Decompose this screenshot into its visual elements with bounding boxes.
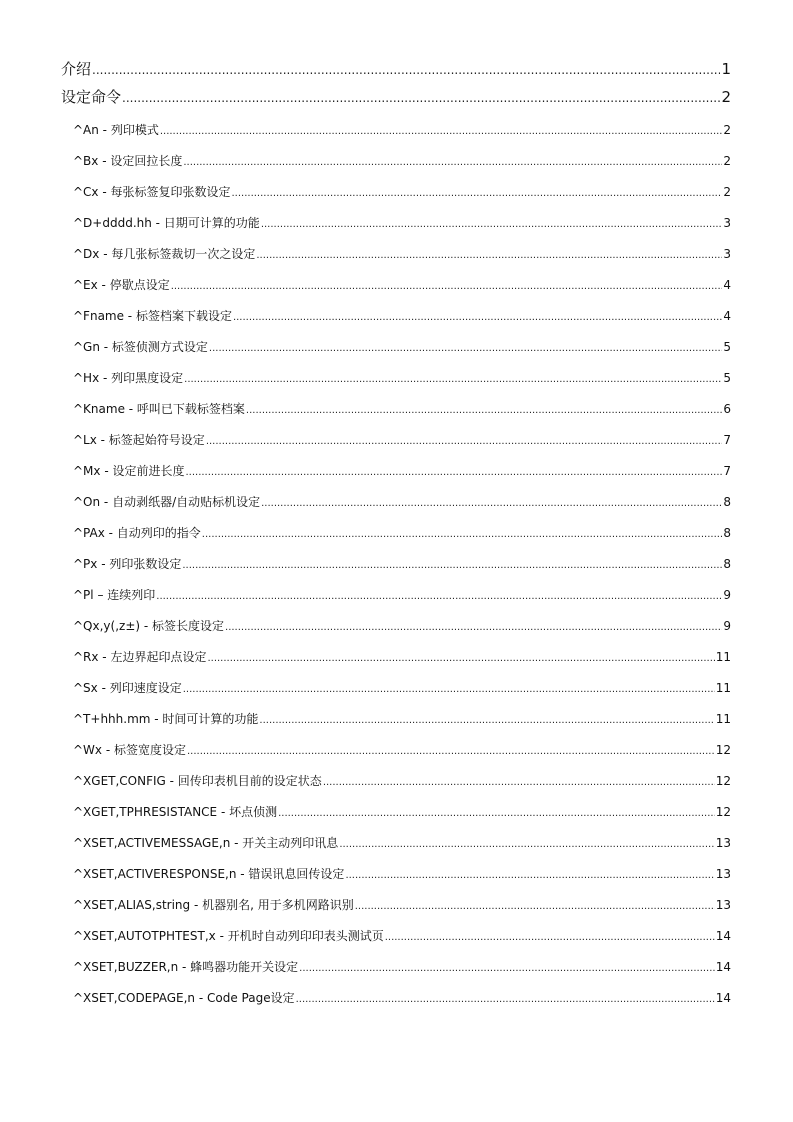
dot-leader [182,549,722,581]
toc-entry-label: ^XSET,AUTOTPHTEST,x - 开机时自动列印印表头测试页 [73,929,384,943]
toc-section-entry[interactable] [61,735,731,766]
toc-page-number: 12 [715,743,731,757]
toc-page-number: 13 [715,867,731,881]
toc-entry-label: 介绍 [61,60,92,78]
toc-section-entry[interactable] [61,332,731,363]
dot-leader [232,177,723,209]
toc-page-number: 12 [715,774,731,788]
dot-leader [339,828,714,860]
toc-entry-label: ^Wx - 标签宽度设定 [73,743,186,757]
toc-page-number: 5 [723,340,731,354]
dot-leader [209,332,722,364]
toc-entry-label: ^Px - 列印张数设定 [73,557,182,571]
toc-chapter-introduction[interactable] [61,56,731,84]
toc-page-number: 11 [715,712,731,726]
toc-entry-label: ^Gn - 标签侦测方式设定 [73,340,208,354]
toc-section-entry[interactable] [61,177,731,208]
toc-page-number: 12 [715,805,731,819]
toc-section-entry[interactable] [61,921,731,952]
toc-entry-label: ^On - 自动剥纸器/自动贴标机设定 [73,495,261,509]
toc-section-entry[interactable] [61,952,731,983]
dot-leader [122,84,720,113]
toc-section-entry[interactable] [61,549,731,580]
toc-section-entry[interactable] [61,487,731,518]
toc-entry-label: ^An - 列印模式 [73,123,159,137]
toc-entry-label: ^Bx - 设定回拉长度 [73,154,183,168]
toc-page-number: 2 [723,185,731,199]
toc-page-number: 4 [723,309,731,323]
toc-page-number: 11 [715,650,731,664]
toc-section-entry[interactable] [61,673,731,704]
dot-leader [187,735,715,767]
toc-entry-label: ^XSET,ACTIVERESPONSE,n - 错误讯息回传设定 [73,867,345,881]
toc-section-entry[interactable] [61,766,731,797]
toc-section-entry[interactable] [61,239,731,270]
table-of-contents [61,56,731,1014]
toc-entry-label: ^XSET,ALIAS,string - 机器别名, 用于多机网路识别 [73,898,354,912]
toc-entry-label: ^Lx - 标签起始符号设定 [73,433,205,447]
dot-leader [207,642,714,674]
toc-section-entry[interactable] [61,642,731,673]
toc-section-entry[interactable] [61,394,731,425]
toc-page-number: 7 [723,464,731,478]
dot-leader [160,115,723,147]
dot-leader [278,797,715,829]
toc-page-number: 11 [715,681,731,695]
toc-page-number: 3 [723,247,731,261]
dot-leader [202,518,723,550]
toc-section-entry[interactable] [61,270,731,301]
toc-entry-label: ^Sx - 列印速度设定 [73,681,182,695]
toc-page-number: 2 [723,123,731,137]
dot-leader [233,301,722,333]
dot-leader [259,704,714,736]
toc-entry-label: ^Ex - 停歇点设定 [73,278,170,292]
dot-leader [261,208,723,240]
dot-leader [261,487,722,519]
dot-leader [206,425,723,457]
toc-page-number: 13 [715,836,731,850]
toc-page-number: 1 [721,60,731,78]
toc-page-number: 9 [723,619,731,633]
toc-page-number: 13 [715,898,731,912]
dot-leader [185,456,722,488]
dot-leader [296,983,715,1015]
toc-entry-label: ^T+hhh.mm - 时间可计算的功能 [73,712,259,726]
toc-entry-label: ^Cx - 每张标签复印张数设定 [73,185,231,199]
toc-entry-label: 设定命令 [61,87,122,106]
toc-entry-label: ^Qx,y(,z±) - 标签长度设定 [73,619,225,633]
toc-section-entry[interactable] [61,301,731,332]
toc-chapter-settings-commands[interactable] [61,84,731,112]
toc-entry-label: ^XSET,ACTIVEMESSAGE,n - 开关主动列印讯息 [73,836,339,850]
toc-entry-label: ^D+dddd.hh - 日期可计算的功能 [73,216,260,230]
toc-section-entry[interactable] [61,208,731,239]
toc-entry-label: ^PAx - 自动列印的指令 [73,526,201,540]
dot-leader [246,394,722,426]
toc-page-number: 2 [723,154,731,168]
dot-leader [184,363,722,395]
dot-leader [171,270,723,302]
dot-leader [385,921,715,953]
dot-leader [299,952,715,984]
toc-page-number: 14 [715,960,731,974]
dot-leader [256,239,722,271]
toc-entry-label: ^XSET,BUZZER,n - 蜂鸣器功能开关设定 [73,960,299,974]
toc-entry-label: ^Pl – 连续列印 [73,588,156,602]
toc-page-number: 2 [721,87,731,106]
toc-section-entry[interactable] [61,983,731,1014]
toc-section-entry[interactable] [61,518,731,549]
toc-page-number: 8 [723,526,731,540]
toc-page-number: 3 [723,216,731,230]
toc-entry-label: ^Rx - 左边界起印点设定 [73,650,207,664]
toc-page-number: 7 [723,433,731,447]
toc-section-entry[interactable] [61,580,731,611]
toc-section-entry[interactable] [61,890,731,921]
toc-section-entry[interactable] [61,828,731,859]
toc-section-entry[interactable] [61,363,731,394]
toc-page-number: 14 [715,991,731,1005]
toc-entry-label: ^XGET,TPHRESISTANCE - 坏点侦测 [73,805,278,819]
toc-entry-label: ^Kname - 呼叫已下载标签档案 [73,402,245,416]
toc-page-number: 9 [723,588,731,602]
dot-leader [225,611,722,643]
toc-entry-label: ^Dx - 每几张标签裁切一次之设定 [73,247,256,261]
dot-leader [345,859,714,891]
toc-page-number: 8 [723,495,731,509]
toc-page-number: 8 [723,557,731,571]
dot-leader [156,580,722,612]
dot-leader [183,673,715,705]
dot-leader [183,146,722,178]
toc-section-entry[interactable] [61,456,731,487]
toc-section-entry[interactable] [61,115,731,146]
toc-page-number: 5 [723,371,731,385]
dot-leader [92,56,720,85]
toc-section-entry[interactable] [61,146,731,177]
toc-entry-label: ^Mx - 设定前进长度 [73,464,185,478]
toc-entry-label: ^XGET,CONFIG - 回传印表机目前的设定状态 [73,774,322,788]
toc-page-number: 6 [723,402,731,416]
toc-section-entry[interactable] [61,425,731,456]
dot-leader [355,890,715,922]
toc-entry-label: ^Fname - 标签档案下载设定 [73,309,232,323]
toc-section-entry[interactable] [61,859,731,890]
toc-section-entry[interactable] [61,797,731,828]
toc-page-number: 4 [723,278,731,292]
toc-page-number: 14 [715,929,731,943]
toc-entry-label: ^XSET,CODEPAGE,n - Code Page设定 [73,991,295,1005]
dot-leader [323,766,715,798]
toc-section-entry[interactable] [61,611,731,642]
toc-section-entry[interactable] [61,704,731,735]
toc-entry-label: ^Hx - 列印黑度设定 [73,371,184,385]
